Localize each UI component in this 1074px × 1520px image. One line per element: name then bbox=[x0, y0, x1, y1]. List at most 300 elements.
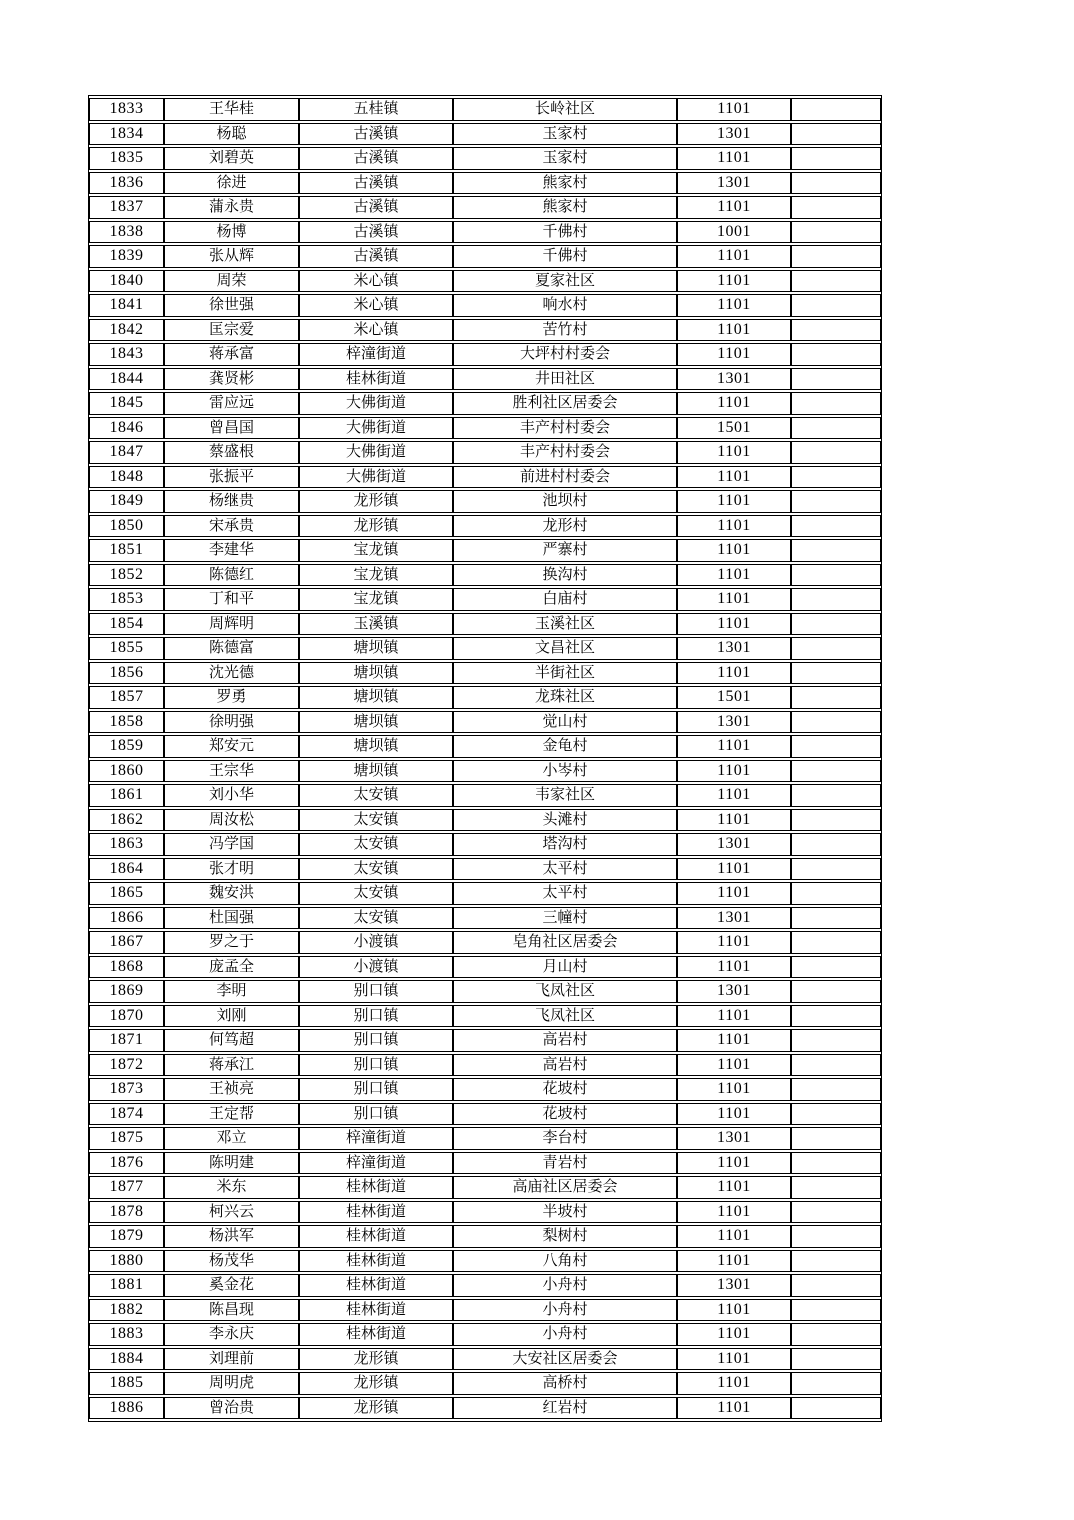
cell-serial-number: 1852 bbox=[89, 564, 164, 587]
cell-serial-number: 1884 bbox=[89, 1348, 164, 1371]
cell-village-or-community: 小岑村 bbox=[453, 760, 677, 783]
cell-blank bbox=[791, 931, 881, 954]
table-row bbox=[89, 343, 881, 366]
table-row bbox=[89, 196, 881, 219]
cell-person-name: 冯学国 bbox=[164, 833, 299, 856]
cell-blank bbox=[791, 294, 881, 317]
cell-serial-number: 1854 bbox=[89, 613, 164, 636]
cell-blank bbox=[791, 417, 881, 440]
cell-person-name: 宋承贵 bbox=[164, 515, 299, 538]
cell-person-name: 杜国强 bbox=[164, 907, 299, 930]
table-row bbox=[89, 956, 881, 979]
cell-serial-number: 1871 bbox=[89, 1029, 164, 1052]
cell-blank bbox=[791, 1348, 881, 1371]
cell-blank bbox=[791, 221, 881, 244]
cell-town-or-street: 别口镇 bbox=[299, 1054, 453, 1077]
table-row bbox=[89, 1274, 881, 1297]
cell-person-name: 王祯亮 bbox=[164, 1078, 299, 1101]
cell-village-or-community: 丰产村村委会 bbox=[453, 441, 677, 464]
cell-person-name: 曾昌国 bbox=[164, 417, 299, 440]
cell-code: 1101 bbox=[677, 1225, 791, 1248]
cell-serial-number: 1868 bbox=[89, 956, 164, 979]
cell-village-or-community: 玉溪社区 bbox=[453, 613, 677, 636]
table-row bbox=[89, 539, 881, 562]
cell-town-or-street: 古溪镇 bbox=[299, 172, 453, 195]
cell-person-name: 刘小华 bbox=[164, 784, 299, 807]
cell-blank bbox=[791, 196, 881, 219]
cell-serial-number: 1882 bbox=[89, 1299, 164, 1322]
cell-village-or-community: 红岩村 bbox=[453, 1397, 677, 1420]
cell-town-or-street: 别口镇 bbox=[299, 980, 453, 1003]
cell-town-or-street: 桂林街道 bbox=[299, 1274, 453, 1297]
cell-serial-number: 1864 bbox=[89, 858, 164, 881]
cell-serial-number: 1837 bbox=[89, 196, 164, 219]
cell-town-or-street: 五桂镇 bbox=[299, 98, 453, 121]
cell-code: 1101 bbox=[677, 539, 791, 562]
cell-serial-number: 1874 bbox=[89, 1103, 164, 1126]
cell-code: 1101 bbox=[677, 515, 791, 538]
cell-serial-number: 1853 bbox=[89, 588, 164, 611]
cell-town-or-street: 龙形镇 bbox=[299, 1348, 453, 1371]
cell-village-or-community: 高庙社区居委会 bbox=[453, 1176, 677, 1199]
cell-village-or-community: 池坝村 bbox=[453, 490, 677, 513]
cell-person-name: 王定帮 bbox=[164, 1103, 299, 1126]
cell-person-name: 陈德富 bbox=[164, 637, 299, 660]
cell-person-name: 徐进 bbox=[164, 172, 299, 195]
cell-blank bbox=[791, 1372, 881, 1395]
table-row bbox=[89, 98, 881, 121]
cell-person-name: 杨洪军 bbox=[164, 1225, 299, 1248]
cell-blank bbox=[791, 1078, 881, 1101]
table-row bbox=[89, 221, 881, 244]
cell-code: 1101 bbox=[677, 1176, 791, 1199]
cell-code: 1101 bbox=[677, 1397, 791, 1420]
cell-serial-number: 1849 bbox=[89, 490, 164, 513]
cell-person-name: 奚金花 bbox=[164, 1274, 299, 1297]
cell-town-or-street: 米心镇 bbox=[299, 319, 453, 342]
cell-code: 1101 bbox=[677, 245, 791, 268]
cell-serial-number: 1839 bbox=[89, 245, 164, 268]
cell-blank bbox=[791, 907, 881, 930]
cell-code: 1101 bbox=[677, 490, 791, 513]
cell-code: 1101 bbox=[677, 956, 791, 979]
cell-town-or-street: 小渡镇 bbox=[299, 956, 453, 979]
cell-blank bbox=[791, 466, 881, 489]
table-row bbox=[89, 588, 881, 611]
cell-town-or-street: 太安镇 bbox=[299, 809, 453, 832]
cell-person-name: 陈德红 bbox=[164, 564, 299, 587]
cell-town-or-street: 塘坝镇 bbox=[299, 735, 453, 758]
cell-serial-number: 1878 bbox=[89, 1201, 164, 1224]
table-row bbox=[89, 711, 881, 734]
cell-blank bbox=[791, 98, 881, 121]
cell-person-name: 庞孟全 bbox=[164, 956, 299, 979]
cell-serial-number: 1865 bbox=[89, 882, 164, 905]
table-row bbox=[89, 931, 881, 954]
cell-blank bbox=[791, 1005, 881, 1028]
cell-code: 1301 bbox=[677, 123, 791, 146]
cell-blank bbox=[791, 637, 881, 660]
cell-town-or-street: 太安镇 bbox=[299, 858, 453, 881]
table-row bbox=[89, 613, 881, 636]
cell-code: 1101 bbox=[677, 1054, 791, 1077]
cell-code: 1101 bbox=[677, 319, 791, 342]
cell-serial-number: 1834 bbox=[89, 123, 164, 146]
cell-town-or-street: 塘坝镇 bbox=[299, 760, 453, 783]
cell-town-or-street: 米心镇 bbox=[299, 294, 453, 317]
cell-person-name: 龚贤彬 bbox=[164, 368, 299, 391]
cell-code: 1101 bbox=[677, 1078, 791, 1101]
cell-town-or-street: 古溪镇 bbox=[299, 196, 453, 219]
cell-person-name: 曾治贵 bbox=[164, 1397, 299, 1420]
cell-person-name: 丁和平 bbox=[164, 588, 299, 611]
cell-person-name: 刘理前 bbox=[164, 1348, 299, 1371]
cell-village-or-community: 三幢村 bbox=[453, 907, 677, 930]
cell-code: 1301 bbox=[677, 1274, 791, 1297]
cell-person-name: 刘碧英 bbox=[164, 147, 299, 170]
cell-village-or-community: 换沟村 bbox=[453, 564, 677, 587]
cell-serial-number: 1847 bbox=[89, 441, 164, 464]
cell-town-or-street: 大佛街道 bbox=[299, 466, 453, 489]
cell-serial-number: 1845 bbox=[89, 392, 164, 415]
cell-blank bbox=[791, 245, 881, 268]
cell-town-or-street: 玉溪镇 bbox=[299, 613, 453, 636]
table-row bbox=[89, 1078, 881, 1101]
cell-serial-number: 1856 bbox=[89, 662, 164, 685]
cell-person-name: 杨茂华 bbox=[164, 1250, 299, 1273]
cell-person-name: 蒋承江 bbox=[164, 1054, 299, 1077]
cell-code: 1301 bbox=[677, 1127, 791, 1150]
cell-person-name: 蒲永贵 bbox=[164, 196, 299, 219]
cell-town-or-street: 古溪镇 bbox=[299, 221, 453, 244]
cell-serial-number: 1855 bbox=[89, 637, 164, 660]
cell-serial-number: 1875 bbox=[89, 1127, 164, 1150]
table-row bbox=[89, 1127, 881, 1150]
cell-town-or-street: 梓潼街道 bbox=[299, 1127, 453, 1150]
table-row bbox=[89, 760, 881, 783]
cell-serial-number: 1848 bbox=[89, 466, 164, 489]
cell-blank bbox=[791, 564, 881, 587]
cell-serial-number: 1859 bbox=[89, 735, 164, 758]
cell-village-or-community: 皂角社区居委会 bbox=[453, 931, 677, 954]
cell-code: 1101 bbox=[677, 882, 791, 905]
cell-code: 1101 bbox=[677, 613, 791, 636]
cell-person-name: 何笃超 bbox=[164, 1029, 299, 1052]
cell-code: 1101 bbox=[677, 1323, 791, 1346]
cell-blank bbox=[791, 172, 881, 195]
cell-code: 1101 bbox=[677, 1029, 791, 1052]
cell-code: 1301 bbox=[677, 833, 791, 856]
table-row bbox=[89, 564, 881, 587]
cell-code: 1101 bbox=[677, 662, 791, 685]
cell-person-name: 匡宗爱 bbox=[164, 319, 299, 342]
cell-code: 1101 bbox=[677, 1152, 791, 1175]
cell-village-or-community: 千佛村 bbox=[453, 221, 677, 244]
table-row bbox=[89, 515, 881, 538]
cell-blank bbox=[791, 662, 881, 685]
cell-code: 1101 bbox=[677, 1372, 791, 1395]
table-row bbox=[89, 123, 881, 146]
table-row bbox=[89, 392, 881, 415]
cell-town-or-street: 桂林街道 bbox=[299, 1250, 453, 1273]
table-row bbox=[89, 1029, 881, 1052]
cell-code: 1101 bbox=[677, 270, 791, 293]
cell-village-or-community: 夏家社区 bbox=[453, 270, 677, 293]
cell-village-or-community: 白庙村 bbox=[453, 588, 677, 611]
cell-person-name: 柯兴云 bbox=[164, 1201, 299, 1224]
cell-code: 1101 bbox=[677, 466, 791, 489]
cell-code: 1101 bbox=[677, 1201, 791, 1224]
cell-town-or-street: 古溪镇 bbox=[299, 147, 453, 170]
cell-blank bbox=[791, 1176, 881, 1199]
cell-code: 1101 bbox=[677, 1005, 791, 1028]
cell-serial-number: 1857 bbox=[89, 686, 164, 709]
cell-serial-number: 1870 bbox=[89, 1005, 164, 1028]
cell-person-name: 罗之于 bbox=[164, 931, 299, 954]
cell-person-name: 沈光德 bbox=[164, 662, 299, 685]
cell-serial-number: 1833 bbox=[89, 98, 164, 121]
cell-blank bbox=[791, 1127, 881, 1150]
cell-village-or-community: 花坡村 bbox=[453, 1078, 677, 1101]
cell-blank bbox=[791, 1201, 881, 1224]
table-row bbox=[89, 1372, 881, 1395]
cell-serial-number: 1873 bbox=[89, 1078, 164, 1101]
cell-town-or-street: 龙形镇 bbox=[299, 1372, 453, 1395]
cell-town-or-street: 桂林街道 bbox=[299, 1176, 453, 1199]
table-row bbox=[89, 1397, 881, 1420]
cell-serial-number: 1872 bbox=[89, 1054, 164, 1077]
cell-serial-number: 1861 bbox=[89, 784, 164, 807]
cell-code: 1101 bbox=[677, 588, 791, 611]
cell-village-or-community: 青岩村 bbox=[453, 1152, 677, 1175]
table-row bbox=[89, 907, 881, 930]
cell-code: 1101 bbox=[677, 809, 791, 832]
cell-blank bbox=[791, 980, 881, 1003]
cell-code: 1101 bbox=[677, 343, 791, 366]
cell-village-or-community: 半街社区 bbox=[453, 662, 677, 685]
cell-blank bbox=[791, 1029, 881, 1052]
cell-village-or-community: 飞凤社区 bbox=[453, 980, 677, 1003]
table-row bbox=[89, 980, 881, 1003]
cell-code: 1501 bbox=[677, 686, 791, 709]
cell-blank bbox=[791, 515, 881, 538]
cell-town-or-street: 小渡镇 bbox=[299, 931, 453, 954]
cell-code: 1101 bbox=[677, 784, 791, 807]
cell-town-or-street: 龙形镇 bbox=[299, 1397, 453, 1420]
table-row bbox=[89, 686, 881, 709]
table-row bbox=[89, 1054, 881, 1077]
cell-town-or-street: 别口镇 bbox=[299, 1078, 453, 1101]
cell-village-or-community: 小舟村 bbox=[453, 1323, 677, 1346]
cell-village-or-community: 龙形村 bbox=[453, 515, 677, 538]
cell-blank bbox=[791, 784, 881, 807]
cell-person-name: 王宗华 bbox=[164, 760, 299, 783]
cell-serial-number: 1863 bbox=[89, 833, 164, 856]
table-row bbox=[89, 417, 881, 440]
cell-serial-number: 1851 bbox=[89, 539, 164, 562]
cell-village-or-community: 韦家社区 bbox=[453, 784, 677, 807]
cell-village-or-community: 高桥村 bbox=[453, 1372, 677, 1395]
cell-code: 1501 bbox=[677, 417, 791, 440]
cell-town-or-street: 别口镇 bbox=[299, 1029, 453, 1052]
cell-blank bbox=[791, 1225, 881, 1248]
cell-person-name: 蔡盛根 bbox=[164, 441, 299, 464]
cell-serial-number: 1846 bbox=[89, 417, 164, 440]
cell-serial-number: 1841 bbox=[89, 294, 164, 317]
table-row bbox=[89, 441, 881, 464]
cell-village-or-community: 太平村 bbox=[453, 858, 677, 881]
cell-town-or-street: 龙形镇 bbox=[299, 490, 453, 513]
cell-serial-number: 1869 bbox=[89, 980, 164, 1003]
cell-serial-number: 1880 bbox=[89, 1250, 164, 1273]
cell-village-or-community: 严寨村 bbox=[453, 539, 677, 562]
cell-code: 1301 bbox=[677, 980, 791, 1003]
cell-blank bbox=[791, 539, 881, 562]
cell-person-name: 周明虎 bbox=[164, 1372, 299, 1395]
cell-blank bbox=[791, 343, 881, 366]
cell-village-or-community: 月山村 bbox=[453, 956, 677, 979]
cell-village-or-community: 井田社区 bbox=[453, 368, 677, 391]
cell-town-or-street: 梓潼街道 bbox=[299, 343, 453, 366]
cell-town-or-street: 宝龙镇 bbox=[299, 539, 453, 562]
cell-blank bbox=[791, 588, 881, 611]
cell-code: 1001 bbox=[677, 221, 791, 244]
cell-blank bbox=[791, 1323, 881, 1346]
cell-blank bbox=[791, 956, 881, 979]
cell-person-name: 蒋承富 bbox=[164, 343, 299, 366]
cell-code: 1301 bbox=[677, 711, 791, 734]
cell-code: 1101 bbox=[677, 1103, 791, 1126]
table-row bbox=[89, 662, 881, 685]
cell-person-name: 周荣 bbox=[164, 270, 299, 293]
table-row bbox=[89, 466, 881, 489]
cell-blank bbox=[791, 147, 881, 170]
table-row bbox=[89, 809, 881, 832]
cell-village-or-community: 金龟村 bbox=[453, 735, 677, 758]
cell-village-or-community: 头滩村 bbox=[453, 809, 677, 832]
cell-blank bbox=[791, 1152, 881, 1175]
table-row bbox=[89, 1176, 881, 1199]
cell-town-or-street: 太安镇 bbox=[299, 833, 453, 856]
cell-village-or-community: 李台村 bbox=[453, 1127, 677, 1150]
cell-serial-number: 1876 bbox=[89, 1152, 164, 1175]
cell-code: 1301 bbox=[677, 172, 791, 195]
cell-town-or-street: 太安镇 bbox=[299, 784, 453, 807]
cell-person-name: 杨聪 bbox=[164, 123, 299, 146]
cell-village-or-community: 千佛村 bbox=[453, 245, 677, 268]
table-row bbox=[89, 1250, 881, 1273]
cell-village-or-community: 苦竹村 bbox=[453, 319, 677, 342]
cell-town-or-street: 别口镇 bbox=[299, 1103, 453, 1126]
cell-village-or-community: 丰产村村委会 bbox=[453, 417, 677, 440]
cell-town-or-street: 大佛街道 bbox=[299, 417, 453, 440]
cell-village-or-community: 前进村村委会 bbox=[453, 466, 677, 489]
cell-village-or-community: 大坪村村委会 bbox=[453, 343, 677, 366]
table-row bbox=[89, 1348, 881, 1371]
cell-town-or-street: 龙形镇 bbox=[299, 515, 453, 538]
cell-serial-number: 1883 bbox=[89, 1323, 164, 1346]
table-row bbox=[89, 784, 881, 807]
cell-town-or-street: 梓潼街道 bbox=[299, 1152, 453, 1175]
cell-blank bbox=[791, 760, 881, 783]
cell-blank bbox=[791, 392, 881, 415]
cell-serial-number: 1879 bbox=[89, 1225, 164, 1248]
cell-serial-number: 1843 bbox=[89, 343, 164, 366]
cell-code: 1101 bbox=[677, 441, 791, 464]
cell-town-or-street: 太安镇 bbox=[299, 882, 453, 905]
cell-blank bbox=[791, 858, 881, 881]
table-row bbox=[89, 1152, 881, 1175]
cell-village-or-community: 太平村 bbox=[453, 882, 677, 905]
cell-blank bbox=[791, 1397, 881, 1420]
cell-town-or-street: 塘坝镇 bbox=[299, 637, 453, 660]
table-row bbox=[89, 882, 881, 905]
cell-blank bbox=[791, 368, 881, 391]
cell-village-or-community: 小舟村 bbox=[453, 1299, 677, 1322]
cell-town-or-street: 大佛街道 bbox=[299, 392, 453, 415]
cell-town-or-street: 宝龙镇 bbox=[299, 564, 453, 587]
cell-person-name: 陈明建 bbox=[164, 1152, 299, 1175]
cell-code: 1101 bbox=[677, 858, 791, 881]
cell-blank bbox=[791, 686, 881, 709]
cell-town-or-street: 古溪镇 bbox=[299, 245, 453, 268]
cell-town-or-street: 别口镇 bbox=[299, 1005, 453, 1028]
table-row bbox=[89, 319, 881, 342]
table-row bbox=[89, 270, 881, 293]
cell-person-name: 周辉明 bbox=[164, 613, 299, 636]
cell-village-or-community: 梨树村 bbox=[453, 1225, 677, 1248]
cell-code: 1101 bbox=[677, 196, 791, 219]
cell-village-or-community: 塔沟村 bbox=[453, 833, 677, 856]
cell-village-or-community: 龙珠社区 bbox=[453, 686, 677, 709]
cell-serial-number: 1877 bbox=[89, 1176, 164, 1199]
cell-person-name: 雷应远 bbox=[164, 392, 299, 415]
cell-person-name: 张振平 bbox=[164, 466, 299, 489]
cell-village-or-community: 小舟村 bbox=[453, 1274, 677, 1297]
cell-person-name: 徐明强 bbox=[164, 711, 299, 734]
cell-person-name: 李永庆 bbox=[164, 1323, 299, 1346]
cell-town-or-street: 桂林街道 bbox=[299, 1201, 453, 1224]
cell-person-name: 杨博 bbox=[164, 221, 299, 244]
cell-serial-number: 1858 bbox=[89, 711, 164, 734]
cell-person-name: 邓立 bbox=[164, 1127, 299, 1150]
cell-village-or-community: 大安社区居委会 bbox=[453, 1348, 677, 1371]
cell-town-or-street: 桂林街道 bbox=[299, 1299, 453, 1322]
cell-village-or-community: 半坡村 bbox=[453, 1201, 677, 1224]
cell-town-or-street: 塘坝镇 bbox=[299, 686, 453, 709]
cell-village-or-community: 飞凤社区 bbox=[453, 1005, 677, 1028]
cell-blank bbox=[791, 1054, 881, 1077]
cell-village-or-community: 高岩村 bbox=[453, 1029, 677, 1052]
table-row bbox=[89, 1225, 881, 1248]
cell-town-or-street: 大佛街道 bbox=[299, 441, 453, 464]
cell-code: 1301 bbox=[677, 637, 791, 660]
cell-village-or-community: 八角村 bbox=[453, 1250, 677, 1273]
cell-person-name: 刘刚 bbox=[164, 1005, 299, 1028]
cell-village-or-community: 长岭社区 bbox=[453, 98, 677, 121]
cell-person-name: 王华桂 bbox=[164, 98, 299, 121]
cell-blank bbox=[791, 882, 881, 905]
cell-serial-number: 1886 bbox=[89, 1397, 164, 1420]
table-row bbox=[89, 1323, 881, 1346]
cell-person-name: 李明 bbox=[164, 980, 299, 1003]
cell-serial-number: 1844 bbox=[89, 368, 164, 391]
cell-blank bbox=[791, 270, 881, 293]
table-row bbox=[89, 1005, 881, 1028]
cell-person-name: 米东 bbox=[164, 1176, 299, 1199]
cell-code: 1301 bbox=[677, 368, 791, 391]
cell-blank bbox=[791, 1299, 881, 1322]
